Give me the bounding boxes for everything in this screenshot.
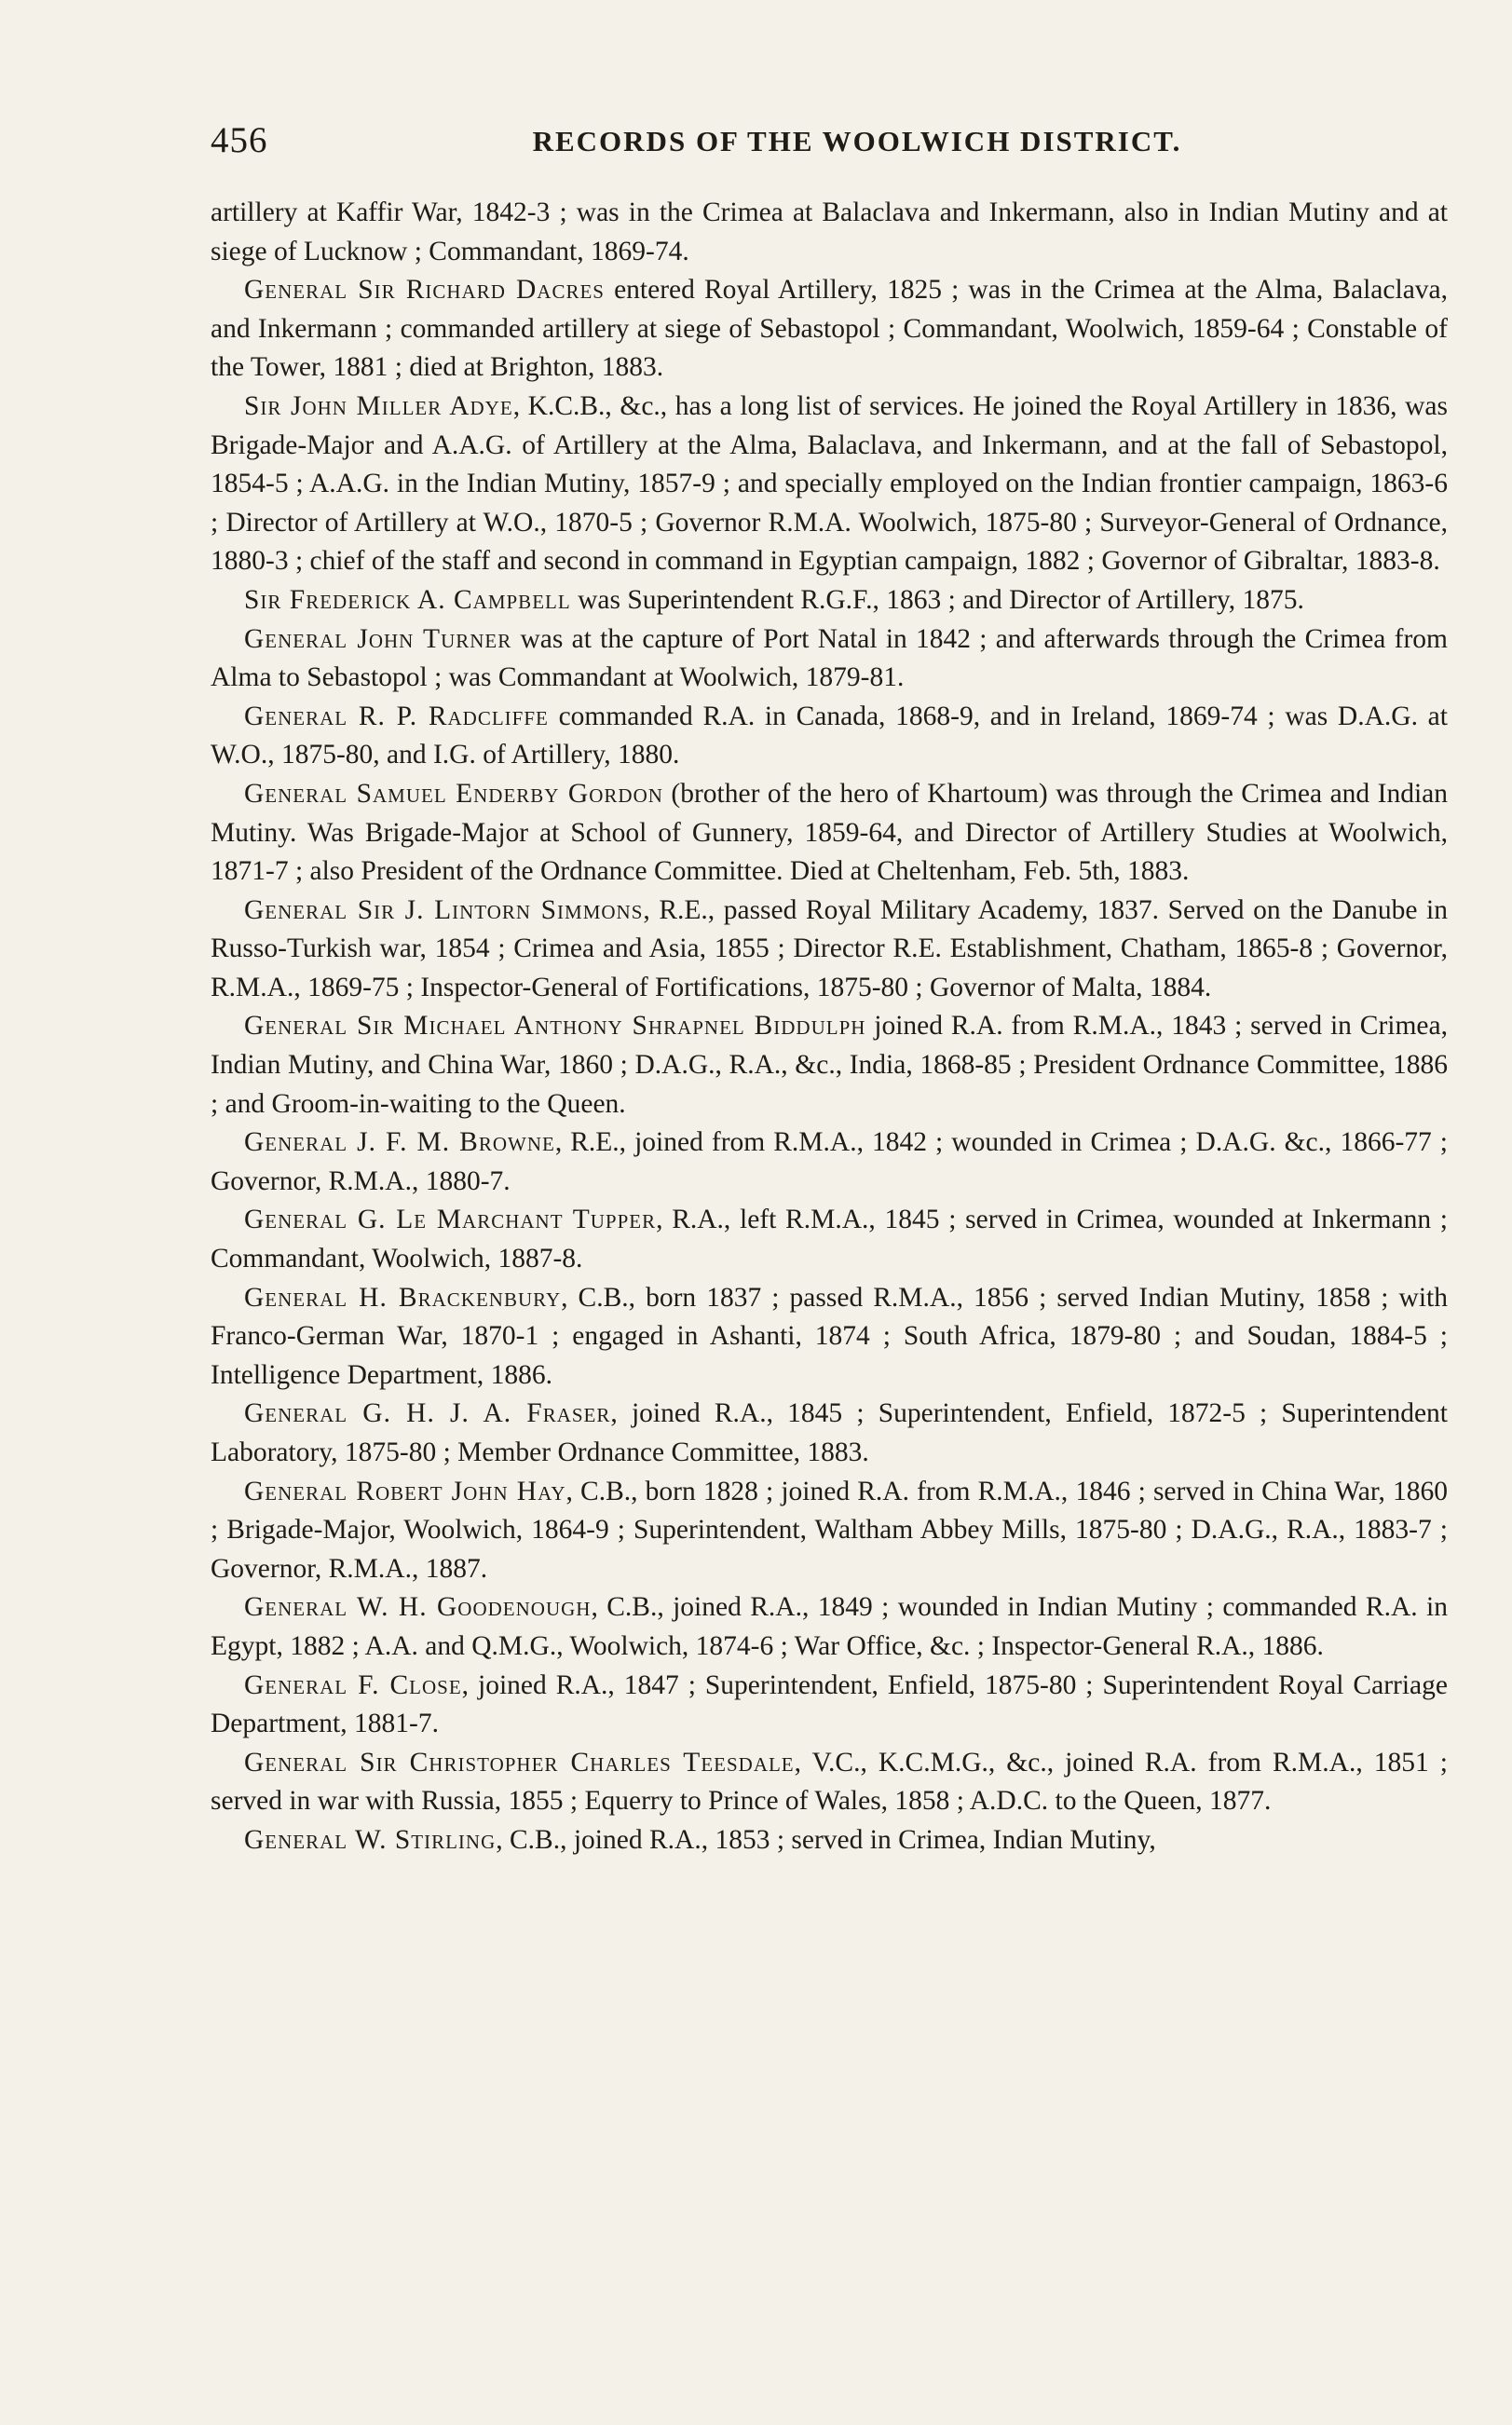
paragraph xyxy=(211,1007,1448,1124)
paragraph-text: was Superintendent R.G.F., 1863 ; and Director of Artillery, 1875. xyxy=(570,584,1304,615)
paragraph-text: , C.B., joined R.A., 1853 ; served in Crimea, Indian Mutiny, xyxy=(496,1824,1156,1855)
paragraph-text: was at the capture of Port Natal in 1842 ; and afterwards through the Crimea from Alma to Sebastopol ; was Commandant at Woolwich, 1879-81. xyxy=(211,623,1448,693)
paragraph-text: , R.A., left R.M.A., 1845 ; served in Crimea, wounded at Inkermann ; Commandant, Woolwich, 1887-8. xyxy=(211,1205,1448,1274)
paragraph xyxy=(211,1667,1448,1744)
paragraph-text: entered Royal Artillery, 1825 ; was in the Crimea at the Alma, Balaclava, and Inkermann ; commanded artillery at siege of Sebastopol ; Commandant, Woolwich, 1859-64 ; Constable of the Tower, 1881 ; died at Brighton, 1883. xyxy=(211,275,1449,383)
page-number: 456 xyxy=(211,120,268,160)
paragraph-text: , C.B., joined R.A., 1849 ; wounded in Indian Mutiny ; commanded R.A. in Egypt, 1882 ; A.A. and Q.M.G., Woolwich, 1874-6 ; War Office, &c. ; Inspector-General R.A., 1886. xyxy=(211,1592,1448,1661)
paragraph xyxy=(211,581,1448,620)
paragraph xyxy=(211,1588,1448,1666)
paragraph xyxy=(211,194,1448,271)
paragraph-text: , joined R.A., 1847 ; Superintendent, Enfield, 1875-80 ; Superintendent Royal Carriage Department, 1881-7. xyxy=(211,1669,1448,1739)
paragraph-text: , joined R.A., 1845 ; Superintendent, Enfield, 1872-5 ; Superintendent Laboratory, 1875-80 ; Member Ordnance Committee, 1883. xyxy=(211,1398,1449,1467)
paragraph-text: (brother of the hero of Khartoum) was through the Crimea and Indian Mutiny. Was Brigade-Major at School of Gunnery, 1859-64, and Director of Artillery Studies at Woolwich, 1871-7 ; also President of the Ordnance Committee. Died at Cheltenham, Feb. 5th, 1883. xyxy=(211,778,1448,887)
paragraph xyxy=(211,1124,1448,1201)
paragraph xyxy=(211,1201,1448,1278)
person-name: General W. Stirling xyxy=(244,1824,497,1855)
person-name: General G. Le Marchant Tupper xyxy=(244,1205,657,1235)
paragraph-text: , C.B., born 1828 ; joined R.A. from R.M.A., 1846 ; served in China War, 1860 ; Brigade-Major, Woolwich, 1864-9 ; Superintendent, Waltham Abbey Mills, 1875-80 ; D.A.G., R.A., 1883-7 ; Governor, R.M.A., 1887. xyxy=(211,1476,1448,1584)
person-name: General G. H. J. A. Fraser xyxy=(244,1398,611,1429)
person-name: General J. F. M. Browne xyxy=(244,1127,555,1158)
paragraph xyxy=(211,620,1448,698)
paragraph xyxy=(211,698,1448,775)
paragraph-text: artillery at Kaffir War, 1842-3 ; was in the Crimea at Balaclava and Inkermann, also in Indian Mutiny and at siege of Lucknow ; Commandant, 1869-74. xyxy=(211,198,1448,266)
running-title: RECORDS OF THE WOOLWICH DISTRICT. xyxy=(532,125,1182,157)
book-page xyxy=(211,119,1448,1860)
person-name: General Sir Christopher Charles Teesdale xyxy=(244,1747,795,1778)
paragraph xyxy=(211,1395,1448,1472)
body-text xyxy=(211,194,1448,1860)
person-name: General H. Brackenbury xyxy=(244,1282,562,1313)
paragraph xyxy=(211,1473,1448,1589)
paragraph-text: , C.B., born 1837 ; passed R.M.A., 1856 ; served Indian Mutiny, 1858 ; with Franco-German War, 1870-1 ; engaged in Ashanti, 1874 ; South Africa, 1879-80 ; and Soudan, 1884-5 ; Intelligence Department, 1886. xyxy=(211,1282,1448,1390)
running-head xyxy=(211,119,1448,175)
person-name: General Samuel Enderby Gordon xyxy=(244,778,663,809)
paragraph-text: commanded R.A. in Canada, 1868-9, and in Ireland, 1869-74 ; was D.A.G. at W.O., 1875-80, and I.G. of Artillery, 1880. xyxy=(211,701,1448,770)
paragraph xyxy=(211,775,1448,892)
paragraph xyxy=(211,1821,1448,1860)
paragraph-text: , R.E., passed Royal Military Academy, 1837. Served on the Danube in Russo-Turkish war, 1854 ; Crimea and Asia, 1855 ; Director R.E. Establishment, Chatham, 1865-8 ; Governor, R.M.A., 1869-75 ; Inspector-General of Fortifications, 1875-80 ; Governor of Malta, 1884. xyxy=(211,894,1449,1002)
person-name: Sir John Miller Adye xyxy=(244,390,513,421)
paragraph xyxy=(211,1279,1448,1396)
paragraph-text: , K.C.B., &c., has a long list of services. He joined the Royal Artillery in 1836, was Brigade-Major and A.A.G. of Artillery at the Alma, Balaclava, and Inkermann, and at the fall of Sebastopol, 1854-5 ; A.A.G. in the Indian Mutiny, 1857-9 ; and specially employed on the Indian frontier campaign, 1863-6 ; Director of Artillery at W.O., 1870-5 ; Governor R.M.A. Woolwich, 1875-80 ; Surveyor-General of Ordnance, 1880-3 ; chief of the staff and second in command in Egyptian campaign, 1882 ; Governor of Gibraltar, 1883-8. xyxy=(211,390,1448,577)
person-name: Sir Frederick A. Campbell xyxy=(244,584,571,615)
person-name: General F. Close xyxy=(244,1669,462,1700)
person-name: General Sir Richard Dacres xyxy=(244,275,605,306)
paragraph xyxy=(211,388,1448,581)
person-name: General R. P. Radcliffe xyxy=(244,701,549,731)
person-name: General Robert John Hay xyxy=(244,1476,566,1506)
paragraph-text: , V.C., K.C.M.G., &c., joined R.A. from R.M.A., 1851 ; served in war with Russia, 1855 ; Equerry to Prince of Wales, 1858 ; A.D.C. to the Queen, 1877. xyxy=(211,1747,1448,1817)
person-name: General W. H. Goodenough xyxy=(244,1592,592,1623)
person-name: General Sir Michael Anthony Shrapnel Biddulph xyxy=(244,1011,866,1042)
paragraph xyxy=(211,271,1448,388)
paragraph xyxy=(211,1744,1448,1821)
paragraph-text: joined R.A. from R.M.A., 1843 ; served in Crimea, Indian Mutiny, and China War, 1860 ; D.A.G., R.A., &c., India, 1868-85 ; President Ordnance Committee, 1886 ; and Groom-in-waiting to the Queen. xyxy=(211,1011,1448,1119)
paragraph-text: , R.E., joined from R.M.A., 1842 ; wounded in Crimea ; D.A.G. &c., 1866-77 ; Governor, R.M.A., 1880-7. xyxy=(211,1127,1448,1196)
paragraph xyxy=(211,892,1448,1008)
person-name: General Sir J. Lintorn Simmons xyxy=(244,894,644,925)
person-name: General John Turner xyxy=(244,623,512,654)
